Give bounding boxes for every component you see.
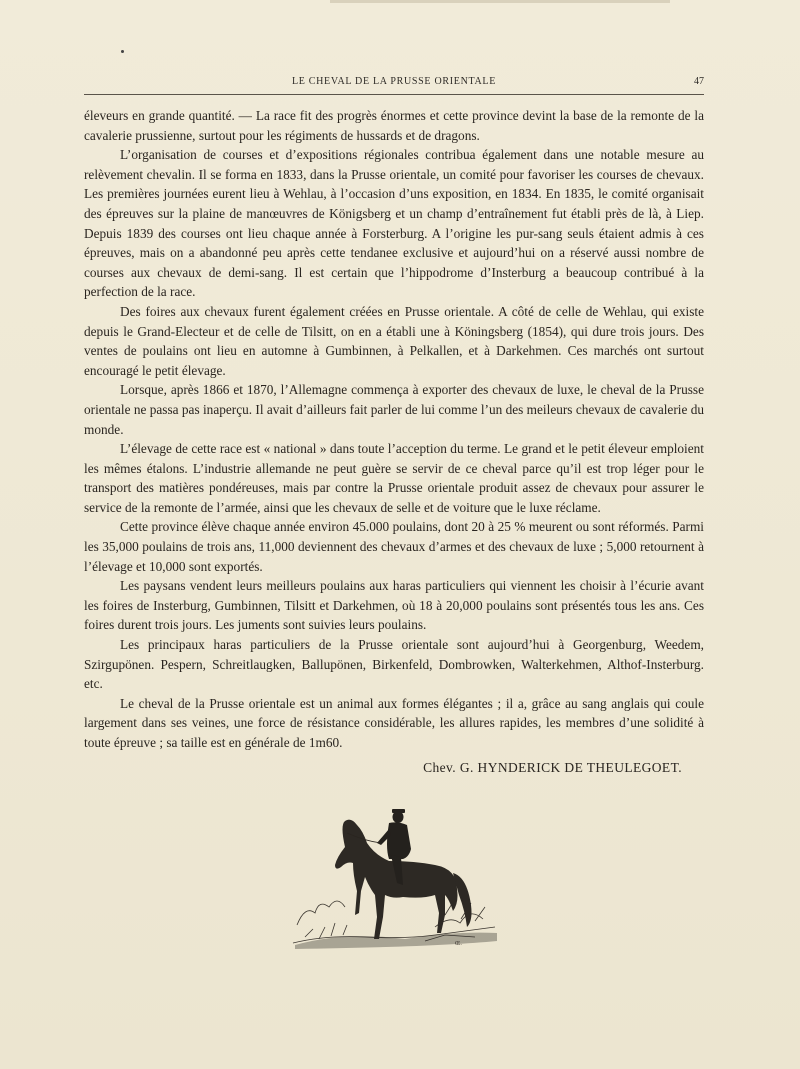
paragraph: Les paysans vendent leurs meilleurs poulains aux haras particuliers qui viennent les choisir à l’écurie avant les foires de Insterburg, Gumbinnen, Tilsitt et Darkehmen, où 18 à 20,000 poulains sont présentés tous les ans. Ces foires durent trois jours. Les juments sont suivies leurs poulains. — [84, 578, 704, 633]
running-title: LE CHEVAL DE LA PRUSSE ORIENTALE — [291, 76, 497, 87]
paragraph: éleveurs en grande quantité. — La race fit des progrès énormes et cette province devint la base de la remonte de la cavalerie prussienne, surtout pour les régiments de hussards et de dragons. — [84, 108, 704, 143]
author-signature: Chev. G. HYNDERICK DE THEULEGOET. — [423, 760, 682, 775]
paragraph: Cette province élève chaque année environ 45.000 poulains, dont 20 à 25 % meurent ou sont réformés. Parmi les 35,000 poulains de trois ans, 11,000 deviennent des chevaux d’armes et des chevaux de luxe ; 5,000 retournent à l’élevage et 10,000 sont exportés. — [84, 519, 704, 574]
page-top-edge — [330, 0, 670, 3]
ink-speck — [121, 50, 124, 53]
page-number: 47 — [694, 76, 704, 87]
svg-text:Œ.: Œ. — [455, 941, 462, 947]
article-body — [84, 106, 704, 753]
header-rule — [84, 94, 704, 95]
paragraph: Les principaux haras particuliers de la Prusse orientale sont aujourd’hui à Georgenburg, Weedem, Szirgupönen. Pespern, Schreitlaugken, Ballupönen, Birkenfeld, Dombrowken, Walterkehmen, Althof-Insterburg. etc. — [84, 637, 704, 692]
paragraph: L’organisation de courses et d’expositions régionales contribua également dans une notable mesure au relèvement chevalin. Il se forma en 1833, dans la Prusse orientale, un comité pour favoriser les courses de chevaux. Les premières journées eurent lieu à Wehlau, à l’occasion d’uns exposition, en 1834. En 1835, le comité organisait des épreuves sur la plaine de manœuvres de Königsberg et un champ d’entraînement fut établi près de là, à Liep. Depuis 1839 des courses ont lieu chaque année à Forsterburg. A l’origine les pur-sang seuls étaient admis à ces épreuves, mais on a abandonné peu après cette tendanee exclusive et aujourd’hui on a réservé aussi nombre de courses aux chevaux de demi-sang. Il est certain que l’hippodrome d’Insterburg a beaucoup contribué à la perfection de la race. — [84, 147, 704, 300]
horse-rider-vignette — [285, 795, 500, 955]
paragraph: Le cheval de la Prusse orientale est un animal aux formes élégantes ; il a, grâce au sang anglais qui coule largement dans ses veines, une force de résistance considérable, les allures rapides, les membres d’une solidité à toute épreuve ; sa taille est en générale de 1m60. — [84, 695, 704, 750]
running-head — [84, 74, 704, 94]
paragraph: L’élevage de cette race est « national » dans toute l’acception du terme. Le grand et le petit éleveur emploient les mêmes étalons. L’industrie allemande ne peut guère se servir de ce cheval parce qu’il est trop léger pour le transport des matières pondéreuses, mais par contre la Prusse orientale produit assez de chevaux pour assurer le service de la remonte de l’armée, ainsi que les chevaux de selle et de voiture que le luxe réclame. — [84, 441, 704, 515]
paragraph: Lorsque, après 1866 et 1870, l’Allemagne commença à exporter des chevaux de luxe, le cheval de la Prusse orientale ne passa pas inaperçu. Il avait d’ailleurs fait parler de lui comme l’un des meileurs chevaux de cavalerie du monde. — [84, 382, 704, 437]
paragraph: Des foires aux chevaux furent également créées en Prusse orientale. A côté de celle de Wehlau, qui existe depuis le Grand-Electeur et de celle de Tilsitt, on en a établi une à Köningsberg (1854), qui dure trois jours. Des ventes de poulains ont lieu en automne à Gumbinnen, à Pelkallen, et à Darkehmen. Ces marchés ont surtout encouragé le petit élevage. — [84, 303, 704, 378]
